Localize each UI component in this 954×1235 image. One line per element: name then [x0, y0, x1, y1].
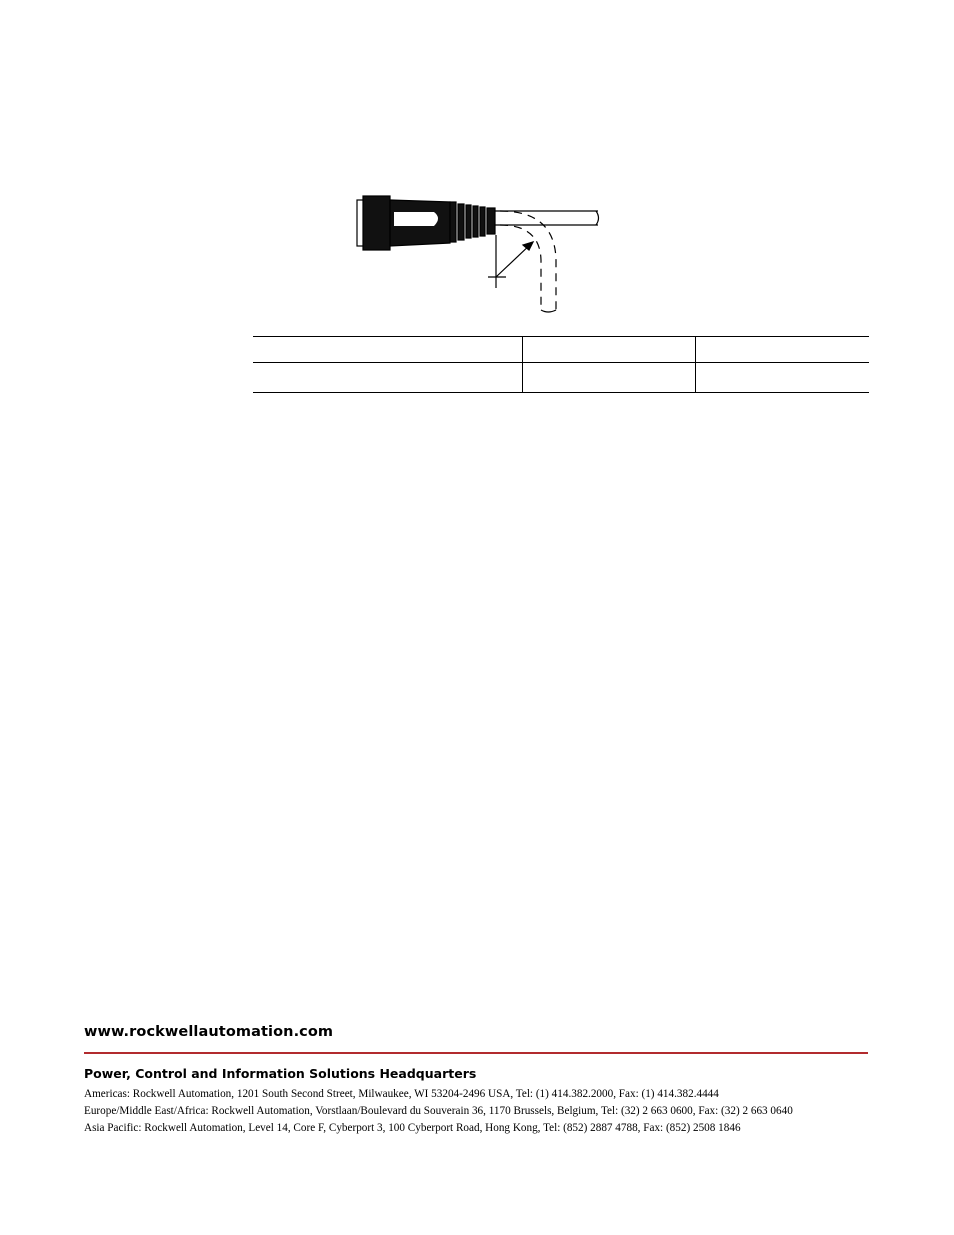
table-header-cell — [253, 337, 522, 363]
footer-divider — [84, 1052, 868, 1054]
address-emea: Europe/Middle East/Africa: Rockwell Automation, Vorstlaan/Boulevard du Souverain 36, 1170 Brussels, Belgium, Tel: (32) 2 663 0600, Fax: (32) 2 663 0640 — [84, 1105, 793, 1117]
table-header-cell — [696, 337, 869, 363]
address-americas: Americas: Rockwell Automation, 1201 South Second Street, Milwaukee, WI 53204-2496 USA, Tel: (1) 414.382.2000, Fax: (1) 414.382.4444 — [84, 1088, 719, 1100]
footer-hq-heading: Power, Control and Information Solutions Headquarters — [84, 1066, 477, 1081]
table-header-row — [253, 337, 869, 363]
table-cell — [696, 363, 869, 393]
address-apac: Asia Pacific: Rockwell Automation, Level 14, Core F, Cyberport 3, 100 Cyberport Road, Hong Kong, Tel: (852) 2887 4788, Fax: (852) 2508 1846 — [84, 1122, 741, 1134]
footer-website-link[interactable]: www.rockwellautomation.com — [84, 1024, 334, 1040]
spec-table — [253, 336, 869, 393]
table-cell — [253, 363, 522, 393]
table-header-cell — [522, 337, 696, 363]
table-row — [253, 363, 869, 393]
table-cell — [522, 363, 696, 393]
connector-cable-bend-radius-icon — [350, 180, 610, 320]
